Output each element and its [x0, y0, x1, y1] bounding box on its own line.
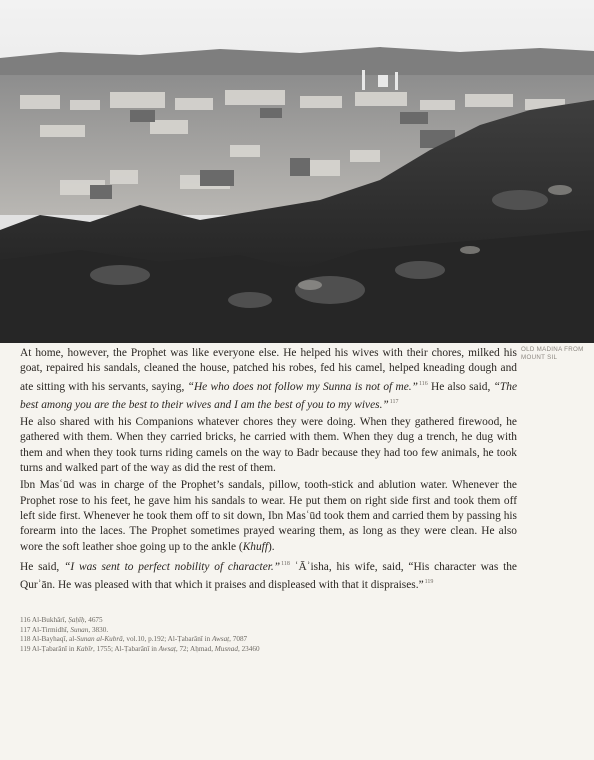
italic-text: “I was sent to perfect nobility of character.”: [64, 560, 281, 573]
italic-text: Sunan: [70, 625, 89, 634]
text-run: 119 Al-Ṭabarānī in: [20, 644, 77, 653]
photo-madina-panorama-icon: [0, 0, 594, 343]
footnote-ref: 118: [281, 560, 290, 567]
italic-text: Sunan al-Kubrā: [76, 635, 123, 644]
footnote: [20, 626, 520, 636]
italic-text: “He who does not follow my Sunna is not of me.”: [187, 380, 418, 393]
body-text: [20, 346, 517, 595]
text-run: 116 Al-Bukhārī,: [20, 616, 69, 624]
footnote-ref: 119: [424, 579, 434, 586]
text-run: He also shared with his Companions whatever chores they were doing. When they gathered firewood, he gathered with them. When they carried bricks, he carried with them. When they dug a trench, he dug with them and when they took turns riding camels on the way to Badr because they had too few animals, he took turns and walked part of the way as did the rest of them.: [20, 416, 517, 475]
paragraph: [20, 346, 517, 413]
text-run: , vol.10, p.192; Al-Ṭabarānī in: [122, 635, 212, 644]
photo-caption: OLD MADINA FROM MOUNT SIL: [521, 346, 584, 361]
text-run: 117 Al-Tirmidhī,: [20, 625, 71, 634]
paragraph: [20, 557, 517, 594]
text-run: 118 Al-Bayhaqī, al-: [20, 635, 77, 644]
text-run: Ibn Masʿūd was in charge of the Prophet’s sandals, pillow, tooth-stick and ablution water. Whenever the Prophet rose to his feet, he gave him his sandals to wear. He put them on right side first and took them off left side first. Whenever he took them off to sit down, Ibn Masʿūd took them and carried them by passing his forearm into the laces. The Prophet sometimes prayed wearing them, as long as they were clean. He also wore the soft leather shoe going up to the ankle (: [20, 479, 517, 553]
paragraph: [20, 478, 517, 554]
footnotes: [20, 616, 520, 654]
text-run: ʿĀʾisha, his wife, said, “His character was the Qurʾān. He was pleased with that which it praises and displeased with that it dispraises.”: [20, 560, 517, 592]
italic-text: Khuff: [242, 540, 269, 553]
footnote: [20, 616, 520, 626]
footnote: [20, 645, 520, 655]
text-run: , 72; Aḥmad,: [175, 644, 215, 653]
italic-text: Musnad: [214, 644, 238, 653]
italic-text: “The best among you are the best to their wives and I am the best of you to my wives.”: [20, 380, 517, 411]
text-run: , 1755; Al-Ṭabarānī in: [93, 644, 159, 653]
text-run: At home, however, the Prophet was like everyone else. He helped his wives with their chores, milked his goat, repaired his sandals, cleaned the house, patched his robes, fed his camel, helped kneading dough and ate sitting with his servants, saying,: [20, 347, 517, 393]
footnote: [20, 635, 520, 645]
italic-text: Awsaṭ: [211, 635, 230, 644]
italic-text: Ṣaḥīḥ: [68, 616, 85, 624]
madina-panorama-photo: [0, 0, 594, 343]
paragraph: [20, 415, 517, 476]
italic-text: Kabīr: [76, 644, 93, 653]
text-run: , 4675: [84, 616, 103, 624]
text-run: ).: [268, 540, 275, 553]
text-run: He also said,: [427, 380, 494, 393]
footnote-ref: 117: [389, 398, 399, 405]
text-run: , 23460: [237, 644, 260, 653]
text-run: He said,: [20, 560, 65, 573]
footnote-ref: 116: [418, 380, 428, 387]
text-run: , 7087: [229, 635, 248, 644]
italic-text: Awsaṭ: [158, 644, 176, 653]
text-run: , 3830.: [88, 625, 109, 634]
